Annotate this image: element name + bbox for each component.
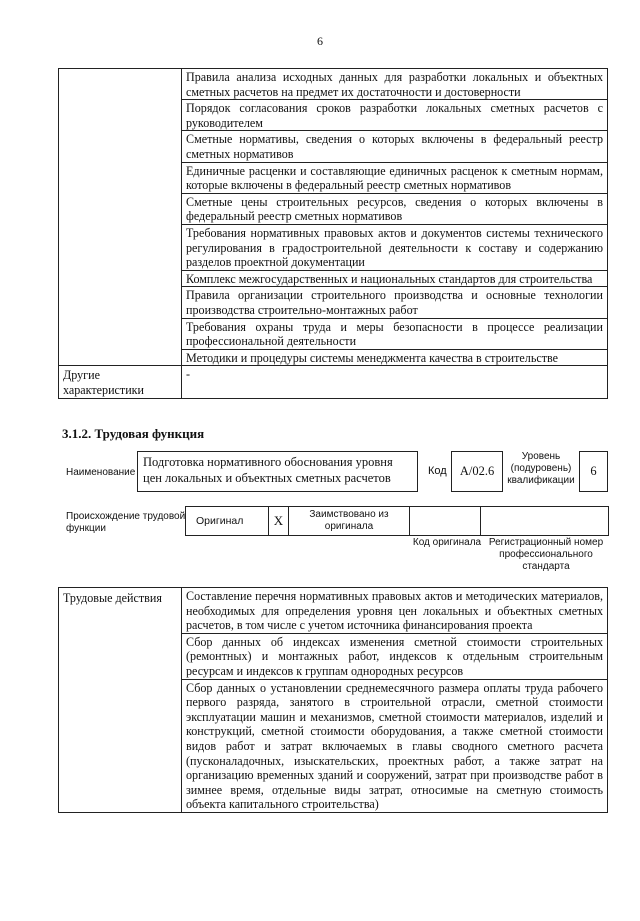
table-row (59, 69, 608, 100)
work-actions-label: Трудовые действия (59, 588, 182, 813)
borrowed-label: Заимствовано из оригинала (309, 509, 389, 532)
level-label: Уровень (подуровень) квалификации (507, 451, 575, 486)
work-actions-table (58, 587, 608, 813)
knowledge-item: Порядок согласования сроков разработки локальных сметных расчетов с руководителем (182, 100, 608, 131)
knowledge-item: Правила анализа исходных данных для разработки локальных и объектных сметных расчетов на предмет их достаточности и достоверности (182, 69, 608, 100)
reg-number-label: Регистрационный номер профессионального стандарта (488, 537, 604, 572)
function-name-box: Подготовка нормативного обоснования уровня цен локальных и объектных сметных расчетов (137, 451, 418, 492)
original-mark: X (273, 513, 284, 528)
work-action-item: Сбор данных о установлении среднемесячного размера оплаты труда рабочего первого разряда, занятого в строительной отрасли, сметной стоимости эксплуатации машин и механизмов, сметной стоимости материалов, изделий и конструкций, сметной стоимости оборудования, а также сметной стоимости видов работ и затрат включаемых в главы сводного сметного расчета (пусконаладочных, изыскательских, проектных работ, а также затрат на организацию временных зданий и сооружений, затрат при производстве работ в зимнее время, отдельные виды затрат, относимые на сметную стоимость объекта капитального строительства) (182, 679, 608, 812)
section-title: 3.1.2. Трудовая функция (62, 426, 205, 441)
knowledge-item: Требования охраны труда и меры безопасности в процессе реализации профессиональной деятельности (182, 318, 608, 349)
level-value-box: 6 (579, 451, 608, 492)
knowledge-item: Сметные цены строительных ресурсов, сведения о которых включены в федеральный реестр сметных нормативов (182, 193, 608, 224)
knowledge-item: Единичные расценки и составляющие единичных расценок к сметным нормам, которые включены в федеральный реестр сметных нормативов (182, 162, 608, 193)
origin-row (186, 506, 609, 536)
table-row (59, 366, 608, 399)
knowledge-label-cell (59, 69, 182, 366)
knowledge-item: Правила организации строительного производства и основные технологии производства строительно-монтажных работ (182, 287, 608, 318)
knowledge-item: Требования нормативных правовых актов и документов системы технического регулирования в градостроительной деятельности к составу и содержанию разделов проектной документации (182, 224, 608, 270)
page-number: 6 (317, 34, 323, 48)
other-characteristics-value: - (182, 366, 608, 399)
work-action-item: Составление перечня нормативных правовых актов и методических материалов, необходимых для определения уровня цен локальных и объектных сметных расчетов, в том числе с учетом источника финансирования проекта (182, 588, 608, 634)
borrowed-cell (288, 506, 410, 536)
original-code-label: Код оригинала (412, 537, 482, 548)
origin-label: Происхождение трудовой функции (66, 511, 186, 534)
table-row (59, 588, 608, 634)
knowledge-item: Методики и процедуры системы менеджмента качества в строительстве (182, 349, 608, 366)
original-mark-cell (268, 506, 289, 536)
original-label: Оригинал (196, 515, 244, 527)
original-code-cell (409, 506, 481, 536)
function-code-box: А/02.6 (451, 451, 503, 492)
knowledge-table (58, 68, 608, 399)
reg-number-cell (480, 506, 609, 536)
knowledge-item: Сметные нормативы, сведения о которых включены в федеральный реестр сметных нормативов (182, 131, 608, 162)
knowledge-item: Комплекс межгосударственных и национальных стандартов для строительства (182, 270, 608, 287)
original-label-cell (185, 506, 269, 536)
name-label: Наименование (66, 467, 136, 478)
code-label: Код (428, 465, 447, 477)
other-characteristics-label: Другие характеристики (59, 366, 182, 399)
work-action-item: Сбор данных об индексах изменения сметной стоимости строительных (ремонтных) и монтажных работ, индексов к отдельным строительным ресурсам и индексов к группам однородных ресурсов (182, 633, 608, 679)
